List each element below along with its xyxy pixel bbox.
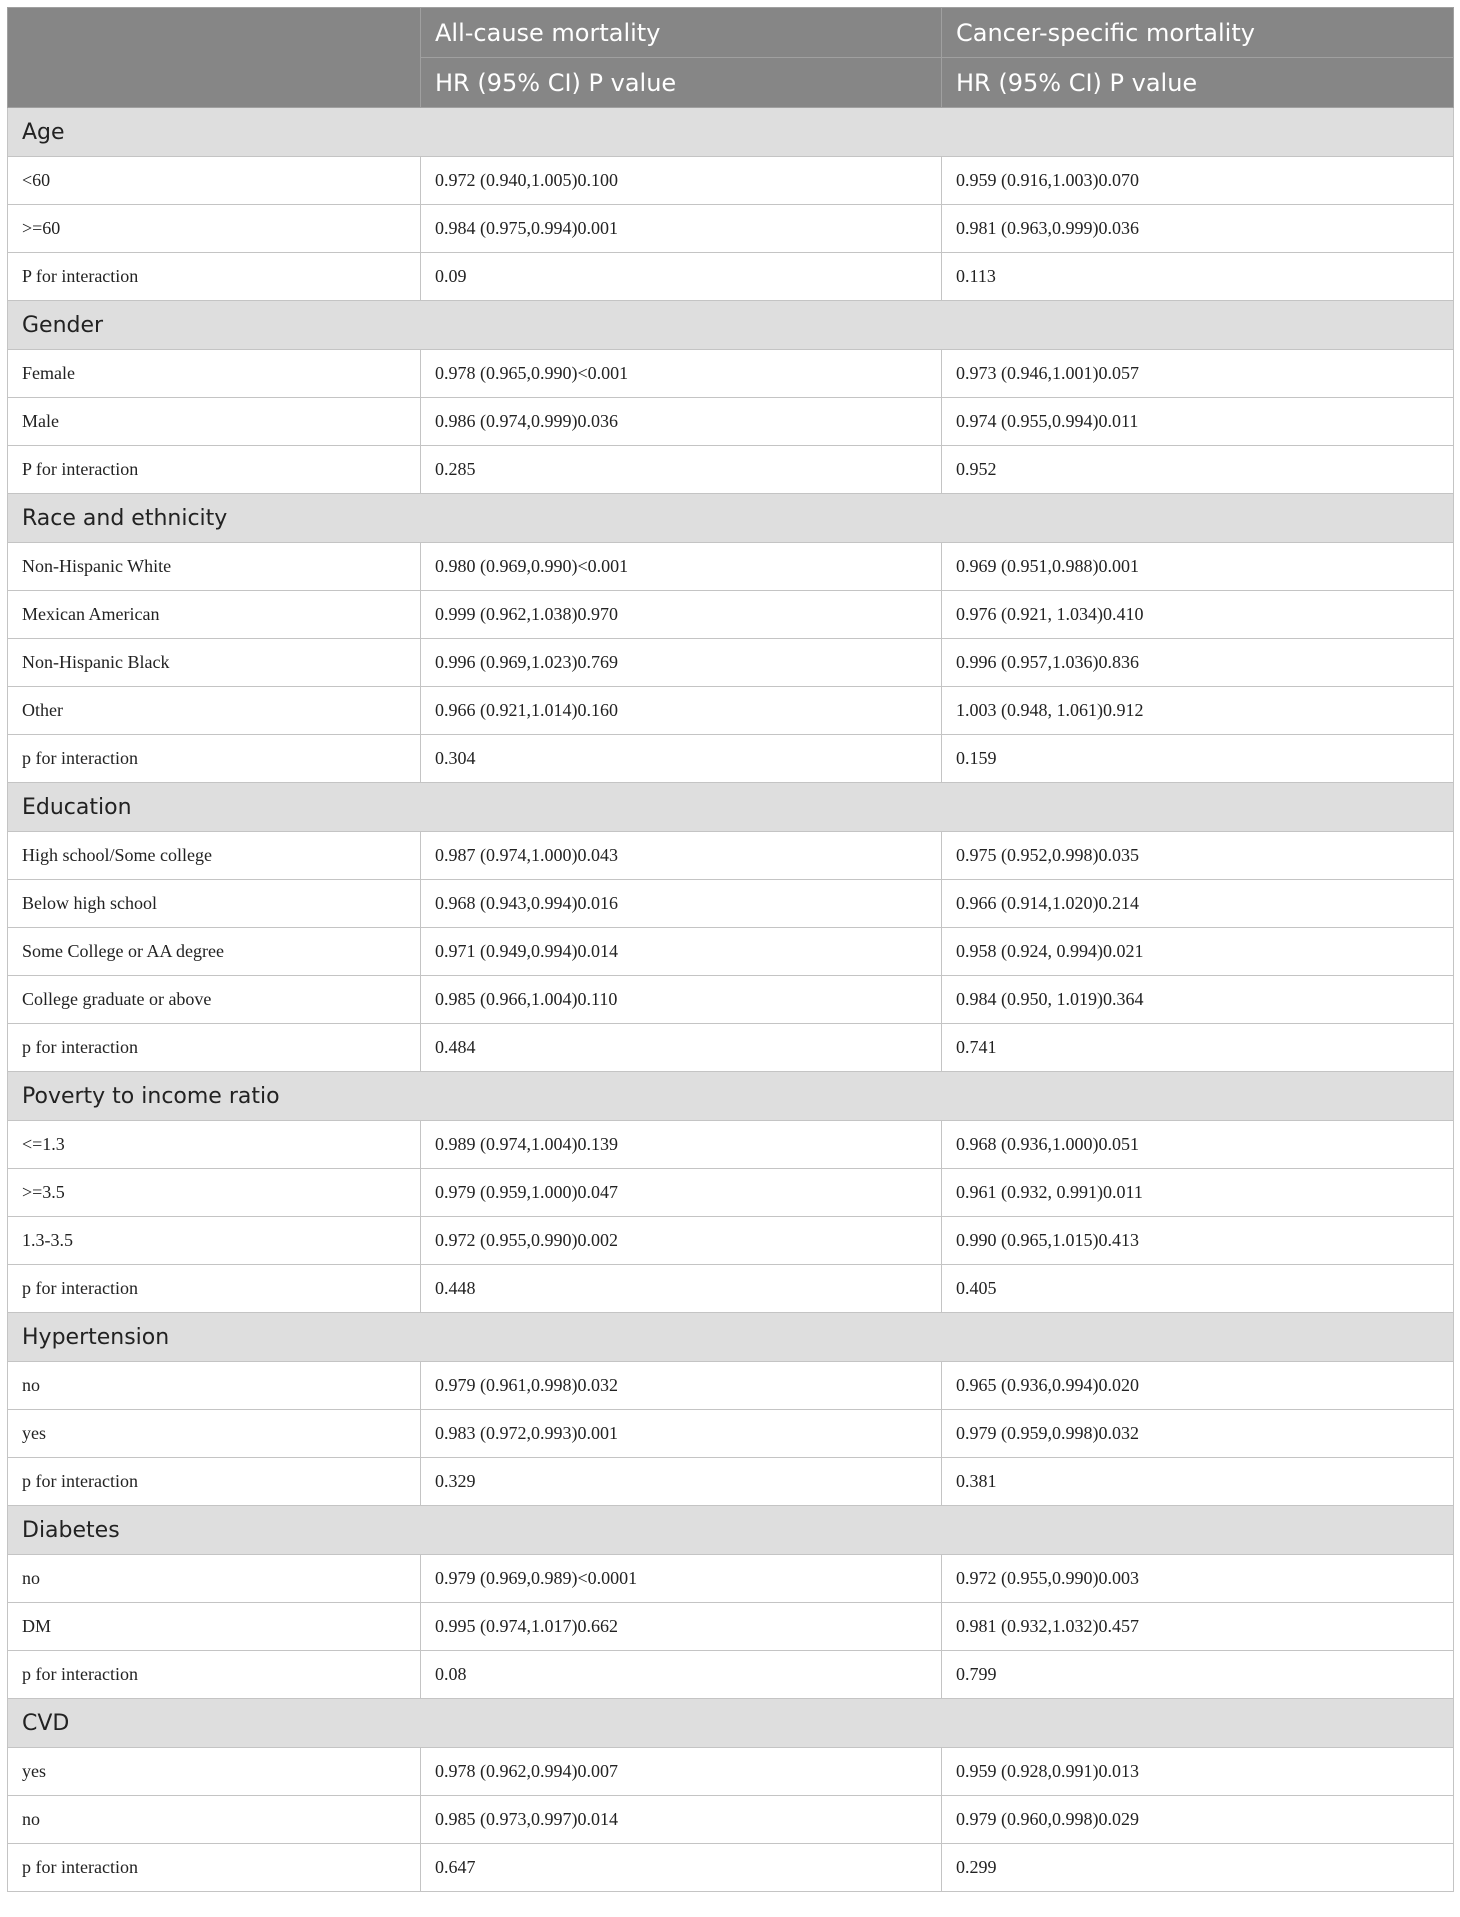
row-label: no [8,1555,421,1603]
all-cause-value: 0.971 (0.949,0.994)0.014 [421,928,942,976]
table-row [8,1796,1454,1844]
row-label: Female [8,350,421,398]
row-label: p for interaction [8,1265,421,1313]
cancer-value: 0.973 (0.946,1.001)0.057 [942,350,1454,398]
all-cause-value: 0.996 (0.969,1.023)0.769 [421,639,942,687]
cancer-value: 0.959 (0.928,0.991)0.013 [942,1748,1454,1796]
all-cause-value: 0.985 (0.966,1.004)0.110 [421,976,942,1024]
all-cause-value: 0.980 (0.969,0.990)<0.001 [421,543,942,591]
table-row [8,880,1454,928]
table-row [8,1410,1454,1458]
row-label: Other [8,687,421,735]
group-row [8,108,1454,157]
table-row [8,832,1454,880]
all-cause-value: 0.986 (0.974,0.999)0.036 [421,398,942,446]
cancer-value: 0.381 [942,1458,1454,1506]
row-label: no [8,1362,421,1410]
table-row [8,398,1454,446]
table-row [8,1555,1454,1603]
table-row [8,687,1454,735]
table-row [8,639,1454,687]
table-row [8,1748,1454,1796]
row-label: Male [8,398,421,446]
table-row [8,1603,1454,1651]
cancer-value: 0.979 (0.959,0.998)0.032 [942,1410,1454,1458]
row-label: p for interaction [8,1651,421,1699]
group-label: Race and ethnicity [8,494,1454,543]
all-cause-value: 0.989 (0.974,1.004)0.139 [421,1121,942,1169]
row-label: p for interaction [8,735,421,783]
cancer-value: 0.965 (0.936,0.994)0.020 [942,1362,1454,1410]
subgroup-hr-table [7,7,1454,1892]
cancer-value: 0.996 (0.957,1.036)0.836 [942,639,1454,687]
cancer-value: 0.981 (0.963,0.999)0.036 [942,205,1454,253]
cancer-value: 0.405 [942,1265,1454,1313]
table-row [8,1024,1454,1072]
table-row [8,543,1454,591]
cancer-value: 0.975 (0.952,0.998)0.035 [942,832,1454,880]
table-row [8,735,1454,783]
group-row [8,1699,1454,1748]
all-cause-value: 0.983 (0.972,0.993)0.001 [421,1410,942,1458]
cancer-value: 0.979 (0.960,0.998)0.029 [942,1796,1454,1844]
table-row [8,1458,1454,1506]
cancer-value: 0.961 (0.932, 0.991)0.011 [942,1169,1454,1217]
all-cause-value: 0.979 (0.969,0.989)<0.0001 [421,1555,942,1603]
cancer-value: 0.799 [942,1651,1454,1699]
row-label: College graduate or above [8,976,421,1024]
all-cause-value: 0.484 [421,1024,942,1072]
row-label: p for interaction [8,1844,421,1892]
cancer-value: 0.981 (0.932,1.032)0.457 [942,1603,1454,1651]
all-cause-value: 0.979 (0.961,0.998)0.032 [421,1362,942,1410]
cancer-value: 0.741 [942,1024,1454,1072]
cancer-value: 1.003 (0.948, 1.061)0.912 [942,687,1454,735]
group-row [8,1313,1454,1362]
all-cause-value: 0.968 (0.943,0.994)0.016 [421,880,942,928]
group-label: Education [8,783,1454,832]
row-label: Non-Hispanic White [8,543,421,591]
table-row [8,205,1454,253]
all-cause-value: 0.966 (0.921,1.014)0.160 [421,687,942,735]
row-label: P for interaction [8,253,421,301]
group-label: Poverty to income ratio [8,1072,1454,1121]
cancer-value: 0.159 [942,735,1454,783]
all-cause-value: 0.329 [421,1458,942,1506]
row-label: Mexican American [8,591,421,639]
all-cause-value: 0.999 (0.962,1.038)0.970 [421,591,942,639]
all-cause-value: 0.984 (0.975,0.994)0.001 [421,205,942,253]
table-row [8,1844,1454,1892]
cancer-value: 0.976 (0.921, 1.034)0.410 [942,591,1454,639]
table-row [8,1169,1454,1217]
cancer-value: 0.952 [942,446,1454,494]
table-row [8,1651,1454,1699]
all-cause-value: 0.987 (0.974,1.000)0.043 [421,832,942,880]
all-cause-value: 0.448 [421,1265,942,1313]
group-label: Diabetes [8,1506,1454,1555]
header-row-titles [8,8,1454,58]
row-label: p for interaction [8,1458,421,1506]
group-row [8,301,1454,350]
row-label: >=3.5 [8,1169,421,1217]
table-body [8,108,1454,1892]
group-row [8,1072,1454,1121]
cancer-value: 0.969 (0.951,0.988)0.001 [942,543,1454,591]
row-label: Some College or AA degree [8,928,421,976]
table-row [8,1362,1454,1410]
row-label: yes [8,1748,421,1796]
table-header [8,8,1454,108]
header-cancer-sub: HR (95% CI) P value [942,58,1454,108]
cancer-value: 0.299 [942,1844,1454,1892]
table-row [8,1217,1454,1265]
row-label: Non-Hispanic Black [8,639,421,687]
header-all-cause-sub: HR (95% CI) P value [421,58,942,108]
cancer-value: 0.984 (0.950, 1.019)0.364 [942,976,1454,1024]
row-label: <60 [8,157,421,205]
row-label: no [8,1796,421,1844]
table-row [8,157,1454,205]
all-cause-value: 0.647 [421,1844,942,1892]
header-cancer-title: Cancer-specific mortality [942,8,1454,58]
table-row [8,446,1454,494]
header-all-cause-title: All-cause mortality [421,8,942,58]
group-label: Hypertension [8,1313,1454,1362]
group-label: CVD [8,1699,1454,1748]
table-row [8,591,1454,639]
row-label: yes [8,1410,421,1458]
group-row [8,783,1454,832]
all-cause-value: 0.978 (0.965,0.990)<0.001 [421,350,942,398]
cancer-value: 0.968 (0.936,1.000)0.051 [942,1121,1454,1169]
row-label: >=60 [8,205,421,253]
table-row [8,1265,1454,1313]
all-cause-value: 0.979 (0.959,1.000)0.047 [421,1169,942,1217]
table-row [8,976,1454,1024]
cancer-value: 0.990 (0.965,1.015)0.413 [942,1217,1454,1265]
cancer-value: 0.113 [942,253,1454,301]
group-row [8,1506,1454,1555]
table-row [8,928,1454,976]
all-cause-value: 0.08 [421,1651,942,1699]
row-label: Below high school [8,880,421,928]
table-row [8,1121,1454,1169]
row-label: P for interaction [8,446,421,494]
cancer-value: 0.959 (0.916,1.003)0.070 [942,157,1454,205]
cancer-value: 0.958 (0.924, 0.994)0.021 [942,928,1454,976]
all-cause-value: 0.972 (0.955,0.990)0.002 [421,1217,942,1265]
table-row [8,253,1454,301]
cancer-value: 0.974 (0.955,0.994)0.011 [942,398,1454,446]
row-label: 1.3-3.5 [8,1217,421,1265]
table-row [8,350,1454,398]
all-cause-value: 0.285 [421,446,942,494]
all-cause-value: 0.09 [421,253,942,301]
all-cause-value: 0.995 (0.974,1.017)0.662 [421,1603,942,1651]
row-label: <=1.3 [8,1121,421,1169]
cancer-value: 0.966 (0.914,1.020)0.214 [942,880,1454,928]
group-label: Age [8,108,1454,157]
row-label: High school/Some college [8,832,421,880]
cancer-value: 0.972 (0.955,0.990)0.003 [942,1555,1454,1603]
group-label: Gender [8,301,1454,350]
group-row [8,494,1454,543]
all-cause-value: 0.304 [421,735,942,783]
row-label: DM [8,1603,421,1651]
all-cause-value: 0.985 (0.973,0.997)0.014 [421,1796,942,1844]
all-cause-value: 0.978 (0.962,0.994)0.007 [421,1748,942,1796]
subgroup-table-container [7,7,1453,1892]
row-label: p for interaction [8,1024,421,1072]
header-blank-cell [8,8,421,108]
all-cause-value: 0.972 (0.940,1.005)0.100 [421,157,942,205]
